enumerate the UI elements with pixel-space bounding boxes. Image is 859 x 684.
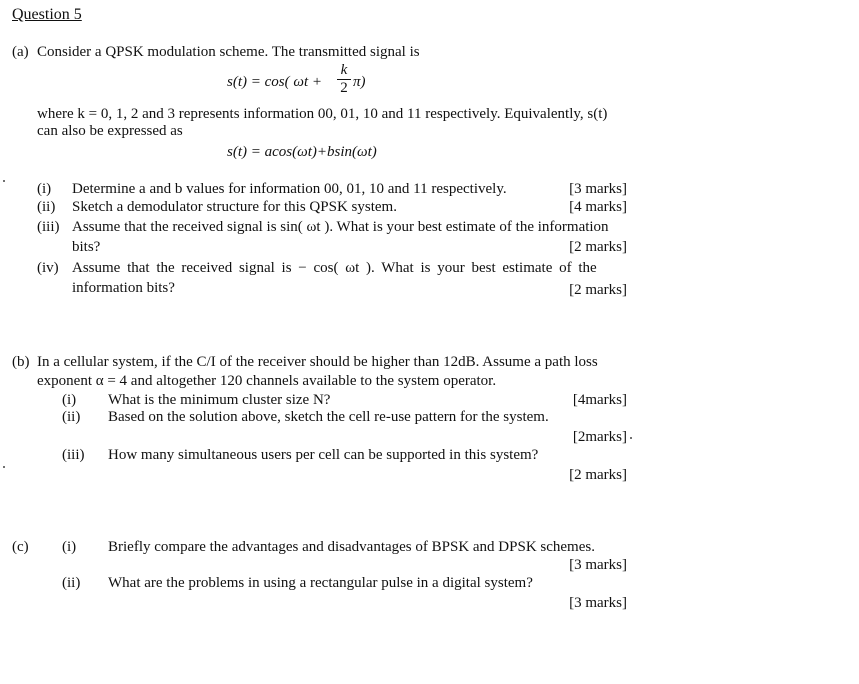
part-c-label: (c) (12, 539, 29, 555)
part-c-item-num: (ii) (62, 575, 81, 591)
part-c-item-text: What are the problems in using a rectangular pulse in a digital system? (108, 575, 533, 591)
part-a-item-text-cont: information bits? (72, 280, 175, 296)
part-b-item-text: Based on the solution above, sketch the cell re-use pattern for the system. (108, 409, 549, 425)
part-c-item-marks: [3 marks] (569, 557, 627, 573)
equation-1-fraction (337, 63, 351, 96)
part-a-where-line2: can also be expressed as (37, 123, 183, 139)
part-a-item-marks: [2 marks] (569, 239, 627, 255)
scan-speck (3, 466, 5, 468)
part-a-item-text: Assume that the received signal is sin( ωt ). What is your best estimate of the information (72, 219, 609, 235)
part-a-item-marks: [3 marks] (569, 181, 627, 197)
part-c-item-marks: [3 marks] (569, 595, 627, 611)
part-c-item-text: Briefly compare the advantages and disadvantages of BPSK and DPSK schemes. (108, 539, 595, 555)
scan-speck (630, 437, 632, 439)
equation-2: s(t) = acos(ωt)+bsin(ωt) (227, 144, 377, 160)
equation-1-rhs: π) (353, 74, 366, 90)
part-c-item-num: (i) (62, 539, 77, 555)
question-title: Question 5 (12, 6, 82, 23)
part-a-item-marks: [2 marks] (569, 282, 627, 298)
part-b-item-text: What is the minimum cluster size N? (108, 392, 331, 408)
part-b-label: (b) (12, 354, 30, 370)
part-a-item-num: (ii) (37, 199, 56, 215)
scan-speck (3, 180, 5, 182)
part-a-label: (a) (12, 44, 29, 60)
equation-1-lhs: s(t) = cos( ωt + (227, 74, 322, 90)
part-b-intro-line1: In a cellular system, if the C/I of the receiver should be higher than 12dB. Assume a path loss (37, 354, 598, 370)
fraction-numerator: k (340, 62, 348, 78)
part-a-item-text-cont: bits? (72, 239, 101, 255)
part-a-item-num: (iv) (37, 260, 59, 276)
part-a-item-marks: [4 marks] (569, 199, 627, 215)
part-a-item-num: (iii) (37, 219, 60, 235)
part-a-item-text: Sketch a demodulator structure for this QPSK system. (72, 199, 397, 215)
part-b-item-marks: [4marks] (572, 392, 627, 408)
part-a-item-text: Assume that the received signal is − cos( ωt ). What is your best estimate of the (72, 260, 597, 276)
part-a-item-text: Determine a and b values for information 00, 01, 10 and 11 respectively. (72, 181, 507, 197)
part-b-item-marks: [2 marks] (569, 467, 627, 483)
fraction-denominator: 2 (340, 80, 348, 96)
part-b-item-num: (iii) (62, 447, 85, 463)
part-a-item-num: (i) (37, 181, 52, 197)
part-b-intro-line2: exponent α = 4 and altogether 120 channels available to the system operator. (37, 373, 497, 389)
part-b-item-num: (i) (62, 392, 77, 408)
part-b-item-text: How many simultaneous users per cell can be supported in this system? (108, 447, 539, 463)
part-a-where-line1: where k = 0, 1, 2 and 3 represents information 00, 01, 10 and 11 respectively. Equivalently, s(t) (37, 106, 608, 122)
part-b-item-num: (ii) (62, 409, 81, 425)
part-b-item-marks: [2marks] (572, 429, 627, 445)
part-a-intro: Consider a QPSK modulation scheme. The transmitted signal is (37, 44, 420, 60)
